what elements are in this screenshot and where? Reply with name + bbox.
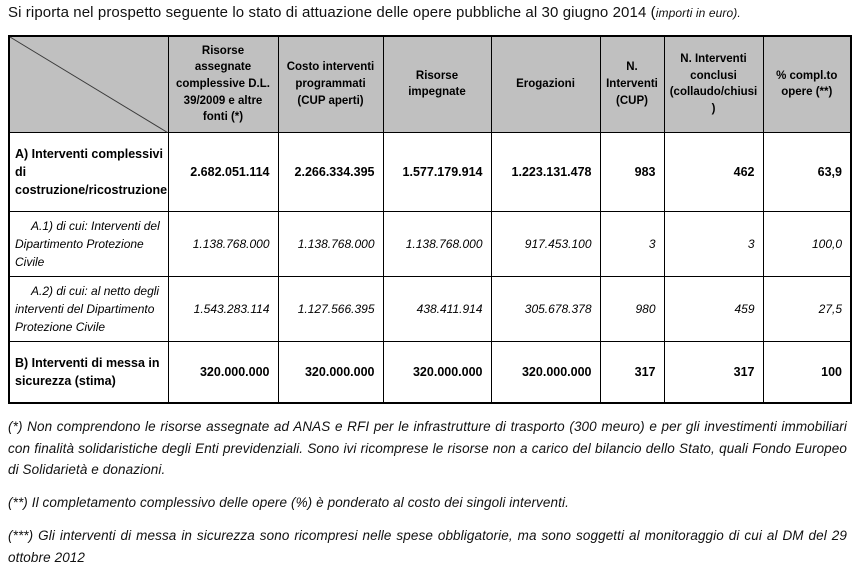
- table-row-a1: [9, 212, 851, 277]
- header-risorse-assegnate: Risorse assegnate complessive D.L. 39/2009 e altre fonti (*): [168, 36, 278, 133]
- header-costo-interventi: Costo interventi programmati (CUP aperti): [278, 36, 383, 133]
- header-risorse-impegnate: Risorse impegnate: [383, 36, 491, 133]
- intro-paragraph: [8, 3, 847, 24]
- cell-risorse-assegnate: 320.000.000: [168, 342, 278, 403]
- cell-costo-interventi: 2.266.334.395: [278, 133, 383, 212]
- row-label: B) Interventi di messa in sicurezza (stima): [9, 342, 168, 403]
- header-erogazioni: Erogazioni: [491, 36, 600, 133]
- cell-risorse-impegnate: 1.577.179.914: [383, 133, 491, 212]
- footnote-asterisk: (*) Non comprendono le risorse assegnate ad ANAS e RFI per le infrastrutture di trasporto (300 meuro) e per gli investimenti immobiliari con finalità solidaristiche degli Enti previdenziali. Sono ivi ricomprese le risorse non a carico del bilancio dello Stato, quali Fondo Europeo di Solidarietà e donazioni.: [8, 418, 847, 478]
- cell-n-interventi: 3: [600, 212, 664, 277]
- cell-n-interventi: 983: [600, 133, 664, 212]
- corner-cell: [9, 36, 168, 133]
- cell-perc-completamento: 100,0: [763, 212, 851, 277]
- cell-n-interventi-conclusi: 317: [664, 342, 763, 403]
- cell-erogazioni: 917.453.100: [491, 212, 600, 277]
- table-row-a: [9, 133, 851, 212]
- intro-paren-note: importi in euro).: [655, 6, 741, 20]
- intro-main-text: Si riporta nel prospetto seguente lo stato di attuazione delle opere pubbliche al 30 giugno 2014 (: [8, 4, 656, 21]
- cell-costo-interventi: 1.138.768.000: [278, 212, 383, 277]
- cell-risorse-assegnate: 1.138.768.000: [168, 212, 278, 277]
- footnote-triple-asterisk: (***) Gli interventi di messa in sicurezza sono ricompresi nelle spese obbligatorie, ma sono soggetti al monitoraggio di cui al DM del 29 ottobre 2012: [8, 528, 847, 565]
- header-n-interventi: N. Interventi (CUP): [600, 36, 664, 133]
- cell-perc-completamento: 100: [763, 342, 851, 403]
- cell-erogazioni: 305.678.378: [491, 277, 600, 342]
- opere-pubbliche-table: [8, 35, 852, 404]
- cell-risorse-impegnate: 1.138.768.000: [383, 212, 491, 277]
- cell-risorse-impegnate: 438.411.914: [383, 277, 491, 342]
- cell-risorse-impegnate: 320.000.000: [383, 342, 491, 403]
- cell-n-interventi: 980: [600, 277, 664, 342]
- row-label: A.1) di cui: Interventi del Dipartimento Protezione Civile: [9, 212, 168, 277]
- cell-n-interventi: 317: [600, 342, 664, 403]
- header-perc-completamento: % compl.to opere (**): [763, 36, 851, 133]
- cell-risorse-assegnate: 1.543.283.114: [168, 277, 278, 342]
- cell-n-interventi-conclusi: 459: [664, 277, 763, 342]
- row-label: A.2) di cui: al netto degli interventi del Dipartimento Protezione Civile: [9, 277, 168, 342]
- cell-perc-completamento: 63,9: [763, 133, 851, 212]
- table-header: [9, 36, 851, 133]
- table-row-b: [9, 342, 851, 403]
- cell-erogazioni: 320.000.000: [491, 342, 600, 403]
- cell-costo-interventi: 1.127.566.395: [278, 277, 383, 342]
- footnotes-section: [8, 416, 847, 569]
- cell-erogazioni: 1.223.131.478: [491, 133, 600, 212]
- row-label: A) Interventi complessivi di costruzione/ricostruzione: [9, 133, 168, 212]
- cell-risorse-assegnate: 2.682.051.114: [168, 133, 278, 212]
- cell-n-interventi-conclusi: 462: [664, 133, 763, 212]
- cell-n-interventi-conclusi: 3: [664, 212, 763, 277]
- cell-perc-completamento: 27,5: [763, 277, 851, 342]
- table-row-a2: [9, 277, 851, 342]
- cell-costo-interventi: 320.000.000: [278, 342, 383, 403]
- header-n-interventi-conclusi: N. Interventi conclusi (collaudo/chiusi): [664, 36, 763, 133]
- diagonal-line-icon: [10, 37, 168, 133]
- footnote-double-asterisk: (**) Il completamento complessivo delle opere (%) è ponderato al costo dei singoli interventi.: [8, 495, 569, 511]
